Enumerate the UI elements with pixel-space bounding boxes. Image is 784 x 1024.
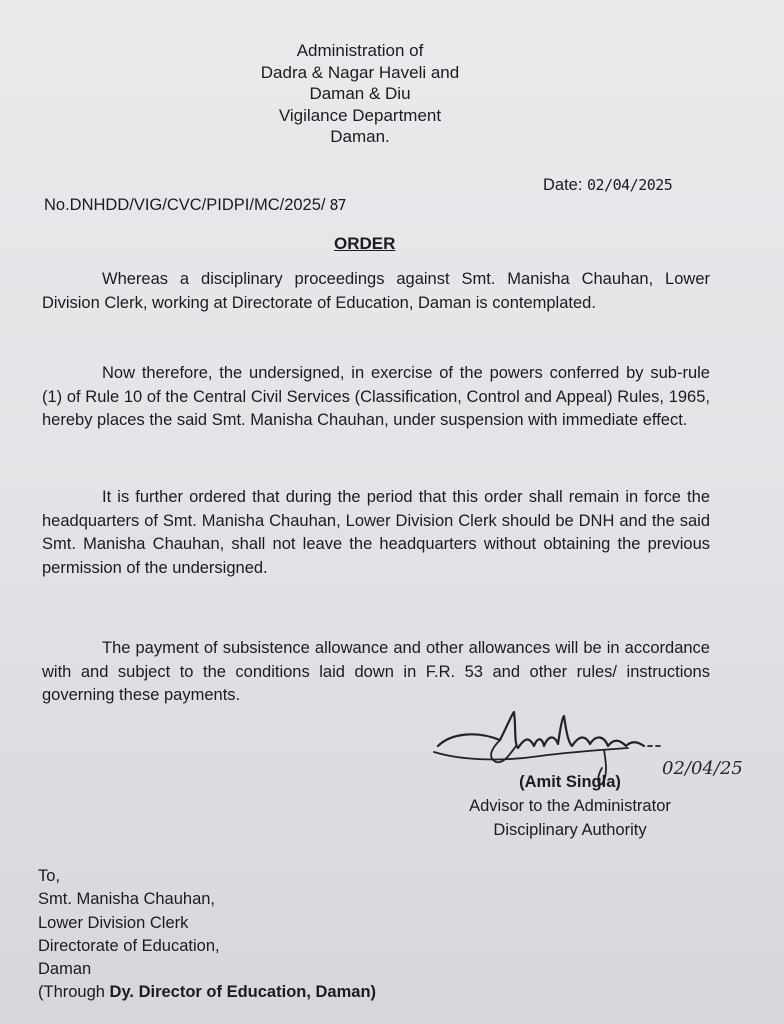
letterhead-line-2: Dadra & Nagar Haveli and [260,62,460,82]
signatory-name: (Amit Singla) [519,773,621,791]
letterhead-line-3: Daman & Diu [309,84,411,103]
signature-text: Amit Singla [430,706,436,707]
order-date [543,176,672,195]
signature-date: 02/04/25 [662,758,743,779]
through-office: Dy. Director of Education, Daman) [109,983,377,1002]
letterhead-line-4: Vigilance Department [278,105,442,125]
paragraph-3: It is further ordered that during the period that this order shall remain in force the headquarters of Smt. Manisha Chauhan, Lower Division Clerk should be DNH and the said Smt. Manisha Chauhan, shall not leave the headquarters without obtaining the previous permission of the undersigned. [42,488,710,577]
through-prefix: (Through [38,983,110,1002]
recipient-block [38,865,376,1005]
recipient-office: Directorate of Education, [38,936,220,955]
recipient-through [38,981,376,1004]
signatory-block [440,770,700,842]
reference-handwritten-number: 87 [329,196,346,214]
letterhead-line-5: Daman. [330,127,390,146]
order-title: ORDER [334,234,396,253]
reference-number [44,196,346,215]
paragraph-4: The payment of subsistence allowance and other allowances will be in accordance with and subject to the conditions laid down in F.R. 53 and other rules/ instructions governing these payments. [42,639,710,704]
recipient-place: Daman [38,960,92,979]
signatory-designation: Advisor to the Administrator [469,797,671,815]
date-value: 02/04/2025 [587,176,673,194]
recipient-designation: Lower Division Clerk [38,913,189,932]
paragraph-2: Now therefore, the undersigned, in exercise of the powers conferred by sub-rule (1) of Rule 10 of the Central Civil Services (Classification, Control and Appeal) Rules, 1965, hereby places the said Smt. Manisha Chauhan, under suspension with immediate effect. [42,364,710,429]
recipient-to-label: To, [38,867,61,885]
reference-label: No.DNHDD/VIG/CVC/PIDPI/MC/2025/ [44,196,326,214]
letterhead [180,40,540,148]
signatory-authority: Disciplinary Authority [493,821,647,839]
paragraph-1: Whereas a disciplinary proceedings against Smt. Manisha Chauhan, Lower Division Clerk, working at Directorate of Education, Daman is contemplated. [42,270,710,312]
recipient-name: Smt. Manisha Chauhan, [38,890,216,909]
date-label: Date: [543,176,588,194]
letterhead-line-1: Administration of [296,41,424,60]
